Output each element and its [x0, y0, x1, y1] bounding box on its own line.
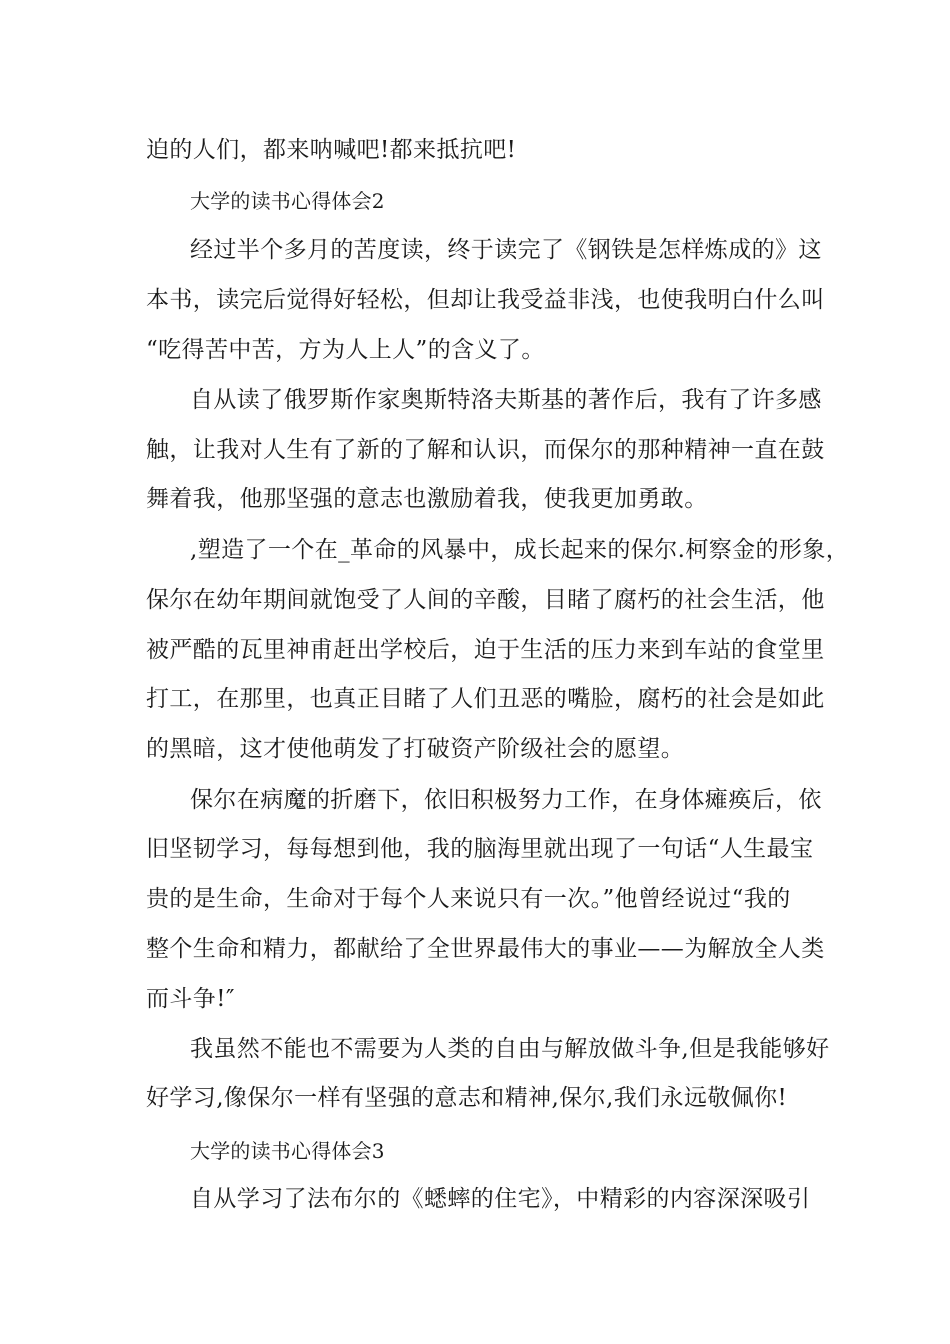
- paragraph-line: 好学习,像保尔一样有坚强的意志和精神,保尔,我们永远敬佩你!: [146, 1085, 788, 1111]
- paragraph-line: 的黑暗，这才使他萌发了打破资产阶级社会的愿望。: [146, 736, 685, 762]
- paragraph-line: 保尔在病魔的折磨下，依旧积极努力工作，在身体瘫痪后，依: [190, 787, 822, 813]
- paragraph-line: 我虽然不能也不需要为人类的自由与解放做斗争,但是我能够好: [190, 1036, 830, 1062]
- paragraph-line: 贵的是生命，生命对于每个人来说只有一次。”他曾经说过“我的: [146, 886, 791, 912]
- paragraph-line: 被严酷的瓦里神甫赶出学校后，迫于生活的压力来到车站的食堂里: [146, 637, 825, 663]
- paragraph-line: 整个生命和精力，都献给了全世界最伟大的事业——为解放全人类: [146, 936, 825, 962]
- paragraph-line: 而斗争!″: [146, 986, 235, 1012]
- section-heading: 大学的读书心得体会2: [190, 189, 385, 213]
- paragraph-line: 经过半个多月的苦度读，终于读完了《钢铁是怎样炼成的》这: [190, 237, 822, 263]
- paragraph-line: 自从读了俄罗斯作家奥斯特洛夫斯基的著作后，我有了许多感: [190, 387, 822, 413]
- section-heading: 大学的读书心得体会3: [190, 1139, 385, 1163]
- paragraph-line: 保尔在幼年期间就饱受了人间的辛酸，目睹了腐朽的社会生活，他: [146, 587, 825, 613]
- paragraph-line: 打工，在那里，也真正目睹了人们丑恶的嘴脸，腐朽的社会是如此: [146, 686, 825, 712]
- paragraph-line: 舞着我，他那坚强的意志也激励着我，使我更加勇敢。: [146, 486, 708, 512]
- paragraph-line: 自从学习了法布尔的《蟋蟀的住宅》，中精彩的内容深深吸引: [190, 1186, 811, 1212]
- paragraph-line: 触，让我对人生有了新的了解和认识，而保尔的那种精神一直在鼓: [146, 437, 825, 463]
- paragraph-line: 迫的人们，都来呐喊吧!都来抵抗吧!: [146, 137, 517, 163]
- paragraph-line: 本书，读完后觉得好轻松，但却让我受益非浅，也使我明白什么叫: [146, 287, 825, 313]
- paragraph-line: ,塑造了一个在_革命的风暴中，成长起来的保尔.柯察金的形象，: [190, 537, 850, 563]
- paragraph-line: 旧坚韧学习，每每想到他，我的脑海里就出现了一句话“人生最宝: [146, 836, 814, 862]
- paragraph-line: “吃得苦中苦，方为人上人”的含义了。: [146, 337, 545, 363]
